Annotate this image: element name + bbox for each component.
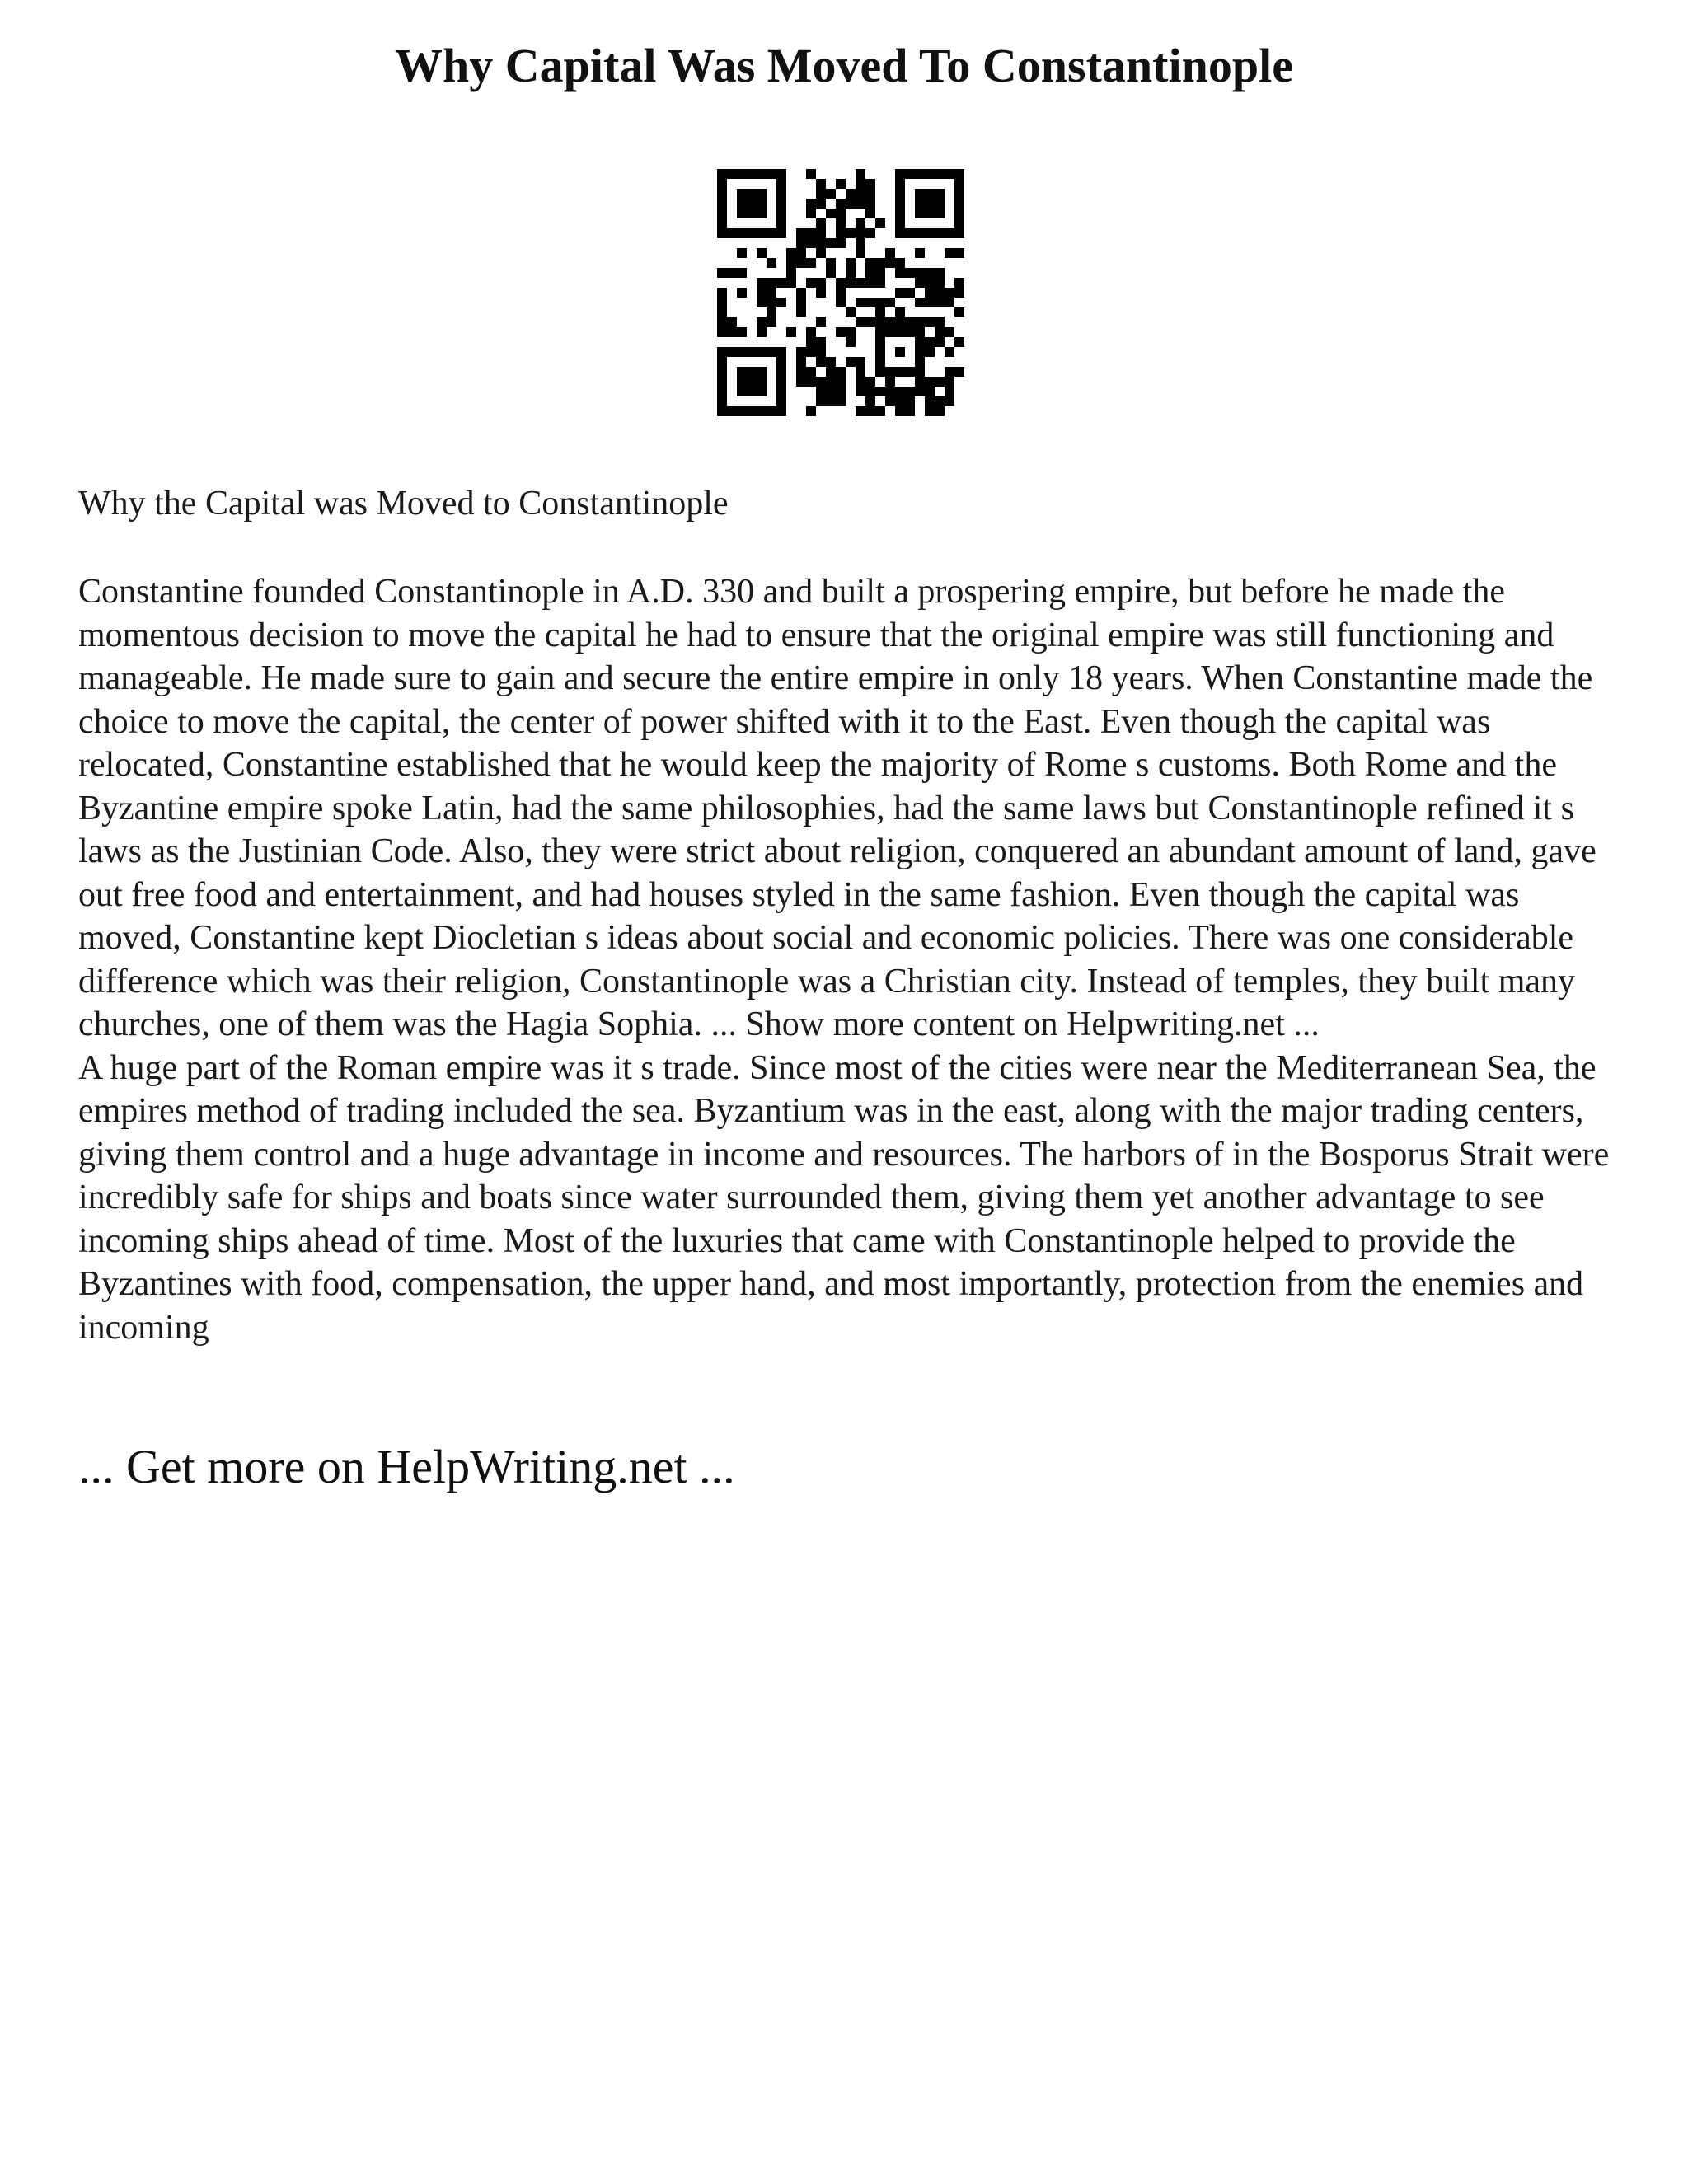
body-paragraph-2: A huge part of the Roman empire was it s trade. Since most of the cities were near the Mediterranean Sea, the empires method of trading included the sea. Byzantium was in the east, along with the major trading centers, giving them control and a huge advantage in income and resources. The harbors of in the Bosporus Strait were incredibly safe for ships and boats since water surrounded them, giving them yet another advantage to see incoming ships ahead of time. Most of the luxuries that came with Constantinople helped to provide the Byzantines with food, compensation, the upper hand, and most importantly, protection from the enemies and incoming <box>78 1048 1610 1347</box>
body-paragraph-1: Constantine founded Constantinople in A.D. 330 and built a prospering empire, but before he made the momentous decision to move the capital he had to ensure that the original empire was still functioning and manageable. He made sure to gain and secure the entire empire in only 18 years. When Constantine made the choice to move the capital, the center of power shifted with it to the East. Even though the capital was relocated, Constantine established that he would keep the majority of Rome s customs. Both Rome and the Byzantine empire spoke Latin, had the same philosophies, had the same laws but Constantinople refined it s laws as the Justinian Code. Also, they were strict about religion, conquered an abundant amount of land, gave out free food and entertainment, and had houses styled in the same fashion. Even though the capital was moved, Constantine kept Diocletian s ideas about social and economic policies. There was one considerable difference which was their religion, Constantinople was a Christian city. Instead of temples, they built many churches, one of them was the Hagia Sophia. ... Show more content on Helpwriting.net ... <box>78 573 1597 1043</box>
document-title: Why Capital Was Moved To Constantinople <box>395 39 1293 92</box>
document-subtitle: Why the Capital was Moved to Constantinople <box>78 485 729 523</box>
qr-code-graphic <box>717 169 964 416</box>
document-body <box>78 570 1620 1349</box>
get-more-link[interactable]: ... Get more on HelpWriting.net ... <box>78 1440 735 1493</box>
qr-code-icon <box>717 169 964 416</box>
